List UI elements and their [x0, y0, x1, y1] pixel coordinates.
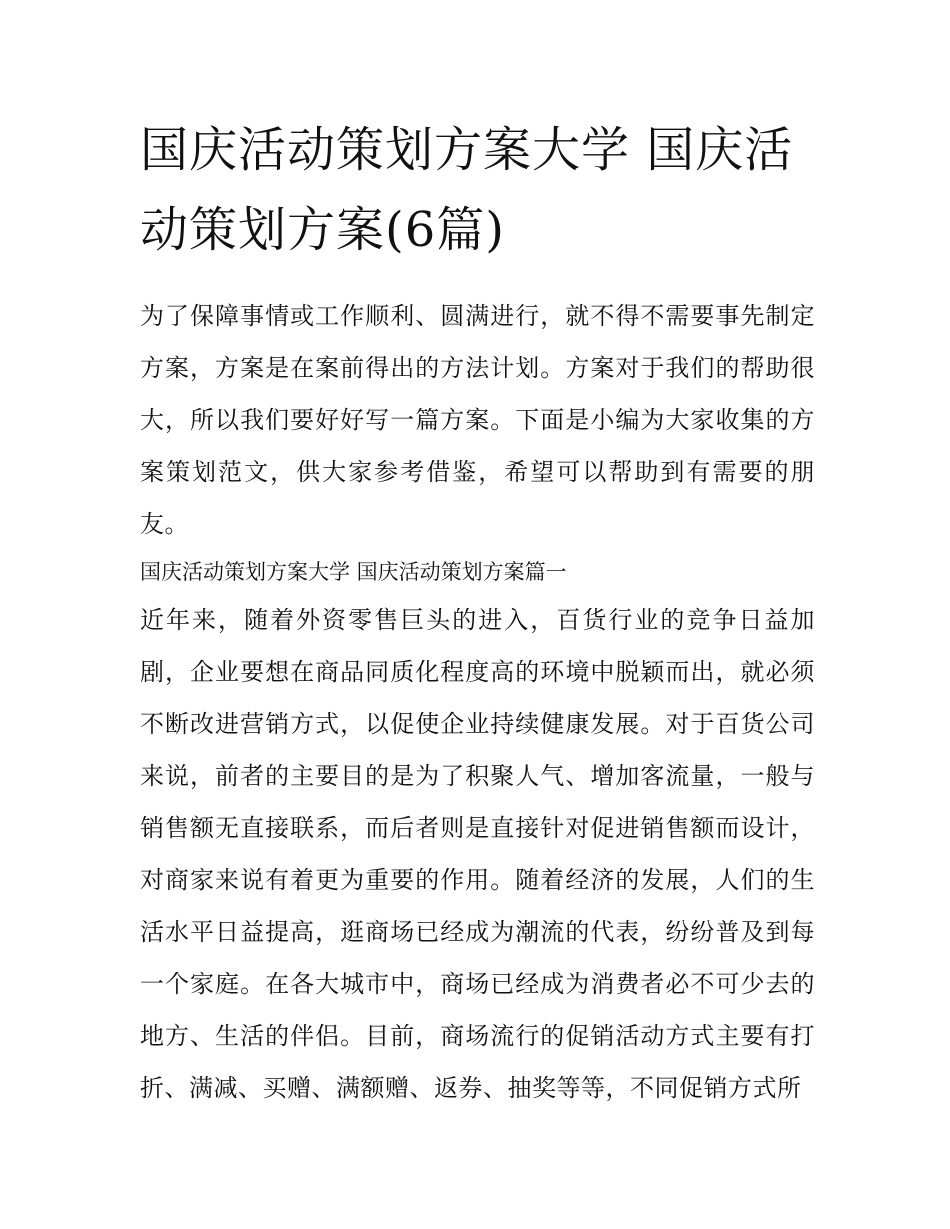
document-title: 国庆活动策划方案大学 国庆活动策划方案(6篇) — [140, 122, 794, 258]
intro-paragraph: 为了保障事情或工作顺利、圆满进行，就不得不需要事先制定方案，方案是在案前得出的方法计划。方案对于我们的帮助很大，所以我们要好好写一篇方案。下面是小编为大家收集的方案策划范文，供大家参考借鉴，希望可以帮助到有需要的朋友。 — [140, 302, 815, 538]
document-page — [140, 110, 815, 1114]
section-heading: 国庆活动策划方案大学 国庆活动策划方案篇一 — [140, 560, 567, 584]
body-paragraph: 近年来，随着外资零售巨头的进入，百货行业的竞争日益加剧，企业要想在商品同质化程度高的环境中脱颖而出，就必须不断改进营销方式，以促使企业持续健康发展。对于百货公司来说，前者的主要目的是为了积聚人气、增加客流量，一般与销售额无直接联系，而后者则是直接针对促进销售额而设计，对商家来说有着更为重要的作用。随着经济的发展，人们的生活水平日益提高，逛商场已经成为潮流的代表，纷纷普及到每一个家庭。在各大城市中，商场已经成为消费者必不可少去的地方、生活的伴侣。目前，商场流行的促销活动方式主要有打折、满减、买赠、满额赠、返券、抽奖等等，不同促销方式所 — [140, 606, 815, 1102]
